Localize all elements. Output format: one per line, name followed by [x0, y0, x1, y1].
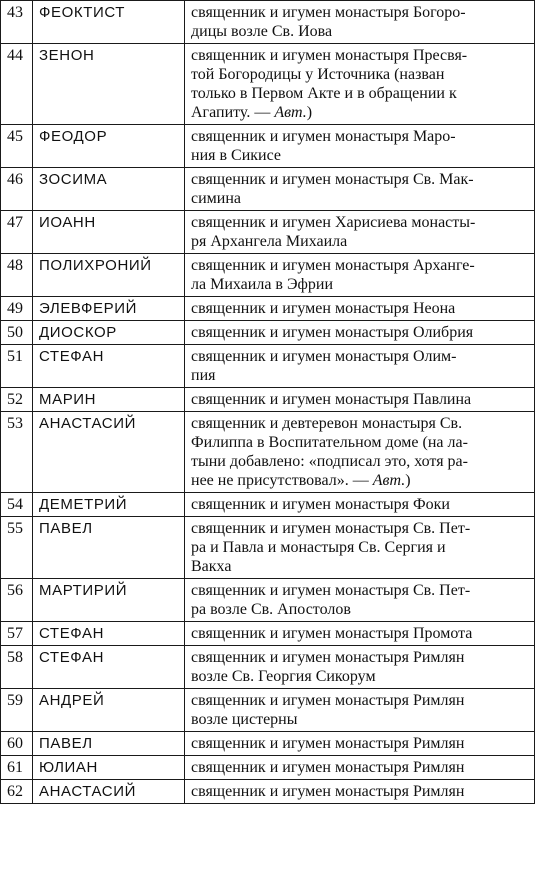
signatory-name: ПАВЕЛ: [33, 732, 185, 756]
signatory-description-cell: [185, 732, 535, 756]
signatory-description: священник и игумен монастыря Богоро- дицы возле Св. Иова: [191, 4, 466, 40]
signatory-description: священник и игумен монастыря Арханге- ла Михаила в Эфрии: [191, 257, 475, 293]
row-number: 52: [1, 388, 33, 412]
row-number: 60: [1, 732, 33, 756]
table-row: [1, 321, 535, 345]
table-row: [1, 756, 535, 780]
table-row: [1, 493, 535, 517]
author-note-marker: Авт.: [274, 104, 307, 121]
signatory-description: священник и игумен монастыря Римлян возле цистерны: [191, 692, 465, 728]
table-row: [1, 211, 535, 254]
signatory-name: АНАСТАСИЙ: [33, 412, 185, 493]
signatory-description: священник и игумен монастыря Олибрия: [191, 324, 474, 341]
table-row: [1, 297, 535, 321]
signatory-name: ЭЛЕВФЕРИЙ: [33, 297, 185, 321]
signatory-description: священник и игумен монастыря Фоки: [191, 496, 450, 513]
signatory-description-cell: [185, 125, 535, 168]
row-number: 62: [1, 780, 33, 804]
table-row: [1, 412, 535, 493]
signatory-description: священник и игумен монастыря Олим- пия: [191, 348, 457, 384]
table-row: [1, 125, 535, 168]
signatory-description: священник и игумен монастыря Римлян: [191, 783, 465, 800]
signatory-description: священник и игумен монастыря Пресвя- той Богородицы у Источника (назван только в Первом Акте и в обращении к Агапиту. — Авт.): [191, 47, 468, 121]
row-number: 55: [1, 517, 33, 579]
signatory-description: священник и игумен монастыря Св. Пет- ра и Павла и монастыря Св. Сергия и Вакха: [191, 520, 471, 575]
author-note-marker: Авт.: [372, 472, 406, 489]
signatory-description: священник и игумен монастыря Св. Мак- симина: [191, 171, 474, 207]
table-row: [1, 732, 535, 756]
table-row: [1, 44, 535, 125]
signatory-description: священник и игумен монастыря Римлян: [191, 759, 465, 776]
row-number: 58: [1, 646, 33, 689]
signatory-name: ИОАНН: [33, 211, 185, 254]
row-number: 46: [1, 168, 33, 211]
signatory-name: АНАСТАСИЙ: [33, 780, 185, 804]
signatory-description-cell: [185, 168, 535, 211]
row-number: 50: [1, 321, 33, 345]
signatory-description-cell: [185, 388, 535, 412]
signatory-description: священник и игумен монастыря Римлян: [191, 735, 465, 752]
signatory-description: священник и девтеревон монастыря Св. Филиппа в Воспитательном доме (на ла- тыни добавлено: «подписал это, хотя ра- нее не присутствовал». — Авт.): [191, 415, 468, 489]
signatory-description-cell: [185, 1, 535, 44]
table-body: [1, 1, 535, 804]
row-number: 45: [1, 125, 33, 168]
signatory-description-cell: [185, 622, 535, 646]
table-row: [1, 517, 535, 579]
signatory-description-cell: [185, 756, 535, 780]
signatory-name: ДЕМЕТРИЙ: [33, 493, 185, 517]
signatory-name: ФЕОДОР: [33, 125, 185, 168]
row-number: 54: [1, 493, 33, 517]
signatory-description-cell: [185, 780, 535, 804]
table-row: [1, 168, 535, 211]
signatory-description-cell: [185, 579, 535, 622]
signatory-name: МАРТИРИЙ: [33, 579, 185, 622]
signatory-description: священник и игумен монастыря Неона: [191, 300, 456, 317]
signatory-name: СТЕФАН: [33, 345, 185, 388]
signatory-description-cell: [185, 345, 535, 388]
table-row: [1, 254, 535, 297]
signatory-description: священник и игумен монастыря Павлина: [191, 391, 472, 408]
signatory-name: ПОЛИХРОНИЙ: [33, 254, 185, 297]
signatory-description: священник и игумен монастыря Промота: [191, 625, 473, 642]
row-number: 51: [1, 345, 33, 388]
signatory-name: СТЕФАН: [33, 622, 185, 646]
signatory-name: ЗЕНОН: [33, 44, 185, 125]
signatory-description-cell: [185, 689, 535, 732]
signatory-description-cell: [185, 646, 535, 689]
signatory-description-cell: [185, 254, 535, 297]
row-number: 56: [1, 579, 33, 622]
signatory-description: священник и игумен монастыря Маро- ния в Сикисе: [191, 128, 456, 164]
table-row: [1, 780, 535, 804]
signatory-name: СТЕФАН: [33, 646, 185, 689]
signatory-description: священник и игумен монастыря Св. Пет- ра возле Св. Апостолов: [191, 582, 471, 618]
row-number: 43: [1, 1, 33, 44]
signatory-description-cell: [185, 493, 535, 517]
signatory-name: ДИОСКОР: [33, 321, 185, 345]
table-row: [1, 388, 535, 412]
signatory-name: ЮЛИАН: [33, 756, 185, 780]
signatory-description-cell: [185, 321, 535, 345]
table-row: [1, 345, 535, 388]
signatory-description-cell: [185, 297, 535, 321]
signatory-description-cell: [185, 517, 535, 579]
row-number: 59: [1, 689, 33, 732]
row-number: 53: [1, 412, 33, 493]
signatory-description: священник и игумен Харисиева монасты- ря Архангела Михаила: [191, 214, 476, 250]
row-number: 44: [1, 44, 33, 125]
signatory-description-cell: [185, 412, 535, 493]
table-row: [1, 689, 535, 732]
signatory-description: священник и игумен монастыря Римлян возле Св. Георгия Сикорум: [191, 649, 465, 685]
table-row: [1, 579, 535, 622]
row-number: 57: [1, 622, 33, 646]
signatory-name: ПАВЕЛ: [33, 517, 185, 579]
signatory-name: МАРИН: [33, 388, 185, 412]
table-row: [1, 1, 535, 44]
row-number: 47: [1, 211, 33, 254]
row-number: 61: [1, 756, 33, 780]
signatory-name: ФЕОКТИСТ: [33, 1, 185, 44]
signatory-description-cell: [185, 44, 535, 125]
table-row: [1, 646, 535, 689]
signatory-name: ЗОСИМА: [33, 168, 185, 211]
table-row: [1, 622, 535, 646]
row-number: 48: [1, 254, 33, 297]
signatory-name: АНДРЕЙ: [33, 689, 185, 732]
signatory-description-cell: [185, 211, 535, 254]
row-number: 49: [1, 297, 33, 321]
